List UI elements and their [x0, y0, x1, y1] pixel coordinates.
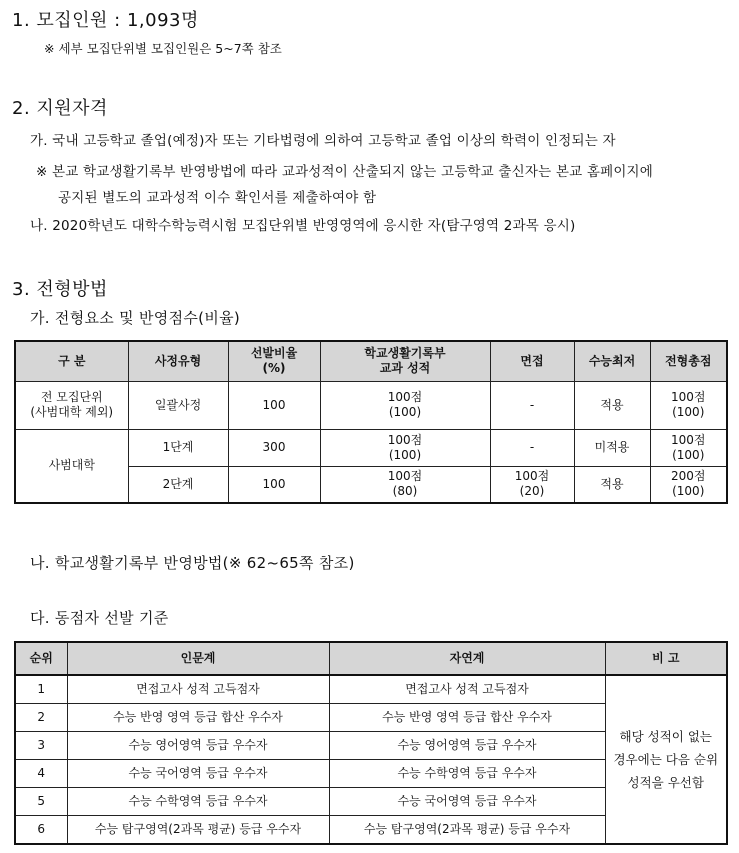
t1-row3-min: 적용	[574, 466, 650, 503]
t1-row3-gpa: 100점 (80)	[320, 466, 490, 503]
section-2-note-line1: ※ 본교 학교생활기록부 반영방법에 따라 교과성적이 산출되지 않는 고등학교 출신자는 본교 홈페이지에	[36, 164, 654, 180]
t2-rank: 2	[15, 704, 67, 732]
t1-row1-gpa: 100점 (100)	[320, 381, 490, 429]
t1-row1-ratio: 100	[228, 381, 320, 429]
t2-humanities: 수능 반영 영역 등급 합산 우수자	[67, 704, 329, 732]
t2-science: 수능 반영 영역 등급 합산 우수자	[329, 704, 605, 732]
t2-remark: 해당 성적이 없는 경우에는 다음 순위 성적을 우선함	[605, 675, 727, 844]
t2-science: 수능 영어영역 등급 우수자	[329, 732, 605, 760]
t2-rank: 5	[15, 788, 67, 816]
t1-row1-interview: -	[490, 381, 574, 429]
t2-rank: 4	[15, 760, 67, 788]
section-2-title: 2. 지원자격	[12, 98, 108, 119]
tiebreak-table	[14, 641, 728, 845]
t2-science: 수능 국어영역 등급 우수자	[329, 788, 605, 816]
t1-header-ratio: 선발비율 (%)	[228, 341, 320, 381]
section-3-item-na: 나. 학교생활기록부 반영방법(※ 62~65쪽 참조)	[30, 554, 355, 572]
section-3-item-da: 다. 동점자 선발 기준	[30, 609, 169, 627]
t1-row2-total: 100점 (100)	[650, 429, 727, 466]
t1-header-interview: 면접	[490, 341, 574, 381]
table-row	[15, 675, 727, 704]
section-3-item-ga: 가. 전형요소 및 반영점수(비율)	[30, 309, 241, 327]
t2-humanities: 수능 수학영역 등급 우수자	[67, 788, 329, 816]
t2-header-science: 자연계	[329, 642, 605, 675]
t1-row2-category: 사범대학	[15, 429, 128, 503]
t2-humanities: 수능 국어영역 등급 우수자	[67, 760, 329, 788]
t1-row3-interview: 100점 (20)	[490, 466, 574, 503]
t2-header-humanities: 인문계	[67, 642, 329, 675]
t1-header-total: 전형총점	[650, 341, 727, 381]
t2-rank: 6	[15, 816, 67, 845]
t1-row3-type: 2단계	[128, 466, 228, 503]
t1-row2-gpa: 100점 (100)	[320, 429, 490, 466]
t1-header-type: 사정유형	[128, 341, 228, 381]
t1-row1-category: 전 모집단위 (사범대학 제외)	[15, 381, 128, 429]
section-2-note-line2: 공지된 별도의 교과성적 이수 확인서를 제출하여야 함	[58, 190, 377, 206]
t2-humanities: 면접고사 성적 고득점자	[67, 675, 329, 704]
section-2-item-ga: 가. 국내 고등학교 졸업(예정)자 또는 기타법령에 의하여 고등학교 졸업 이상의 학력이 인정되는 자	[30, 133, 616, 149]
t2-science: 수능 수학영역 등급 우수자	[329, 760, 605, 788]
t1-header-category: 구 분	[15, 341, 128, 381]
t2-rank: 3	[15, 732, 67, 760]
t2-humanities: 수능 영어영역 등급 우수자	[67, 732, 329, 760]
t2-header-rank: 순위	[15, 642, 67, 675]
t1-row2-ratio: 300	[228, 429, 320, 466]
t2-science: 면접고사 성적 고득점자	[329, 675, 605, 704]
t2-humanities: 수능 탐구영역(2과목 평균) 등급 우수자	[67, 816, 329, 845]
section-2-item-na: 나. 2020학년도 대학수학능력시험 모집단위별 반영영역에 응시한 자(탐구영역 2과목 응시)	[30, 218, 576, 234]
t1-header-gpa: 학교생활기록부 교과 성적	[320, 341, 490, 381]
t1-row1-min: 적용	[574, 381, 650, 429]
section-3-title: 3. 전형방법	[12, 279, 108, 300]
t1-row1-total: 100점 (100)	[650, 381, 727, 429]
section-1-note: ※ 세부 모집단위별 모집인원은 5~7쪽 참조	[44, 41, 282, 56]
selection-table	[14, 340, 728, 504]
t2-header-remark: 비 고	[605, 642, 727, 675]
t1-row2-type: 1단계	[128, 429, 228, 466]
t2-rank: 1	[15, 675, 67, 704]
t1-row2-interview: -	[490, 429, 574, 466]
t2-science: 수능 탐구영역(2과목 평균) 등급 우수자	[329, 816, 605, 845]
t1-row3-ratio: 100	[228, 466, 320, 503]
t1-header-min: 수능최저	[574, 341, 650, 381]
t1-row3-total: 200점 (100)	[650, 466, 727, 503]
section-1-title: 1. 모집인원 : 1,093명	[12, 10, 199, 31]
t1-row1-type: 일괄사정	[128, 381, 228, 429]
t1-row2-min: 미적용	[574, 429, 650, 466]
